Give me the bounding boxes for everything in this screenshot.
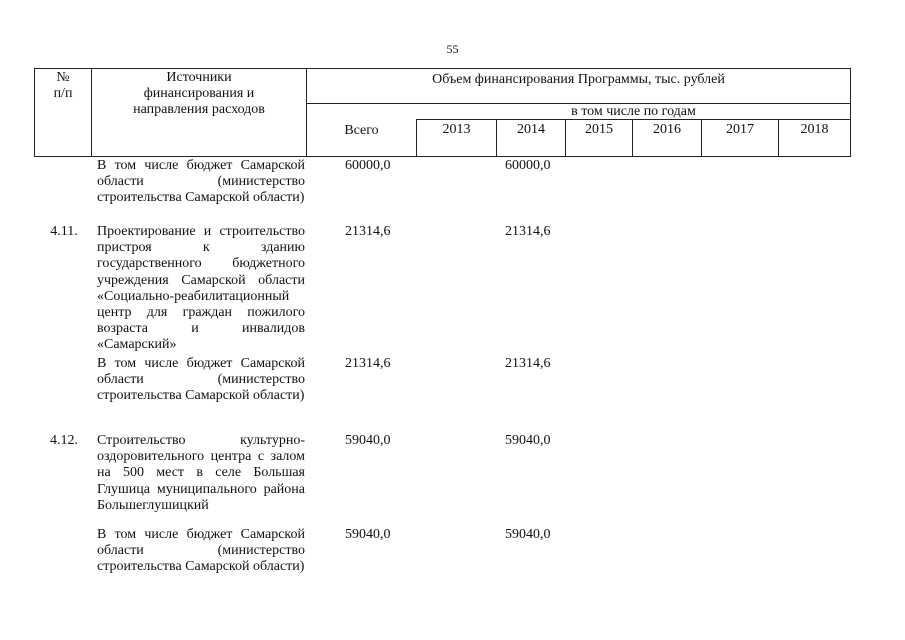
row-2014: 60000,0 (505, 158, 551, 173)
row-total: 21314,6 (345, 356, 391, 371)
header-total: Всего (344, 123, 379, 138)
header-by-years: в том числе по годам (571, 104, 696, 119)
header-year-2017: 2017 (726, 122, 754, 137)
row-2014: 59040,0 (505, 433, 551, 448)
row-2014: 59040,0 (505, 527, 551, 542)
header-year-2014: 2014 (517, 122, 545, 137)
row-total: 59040,0 (345, 527, 391, 542)
row-number: 4.12. (50, 433, 78, 448)
table-header (34, 68, 851, 157)
header-year-2015: 2015 (585, 122, 613, 137)
row-2014: 21314,6 (505, 224, 551, 239)
header-volume: Объем финансирования Программы, тыс. рублей (432, 72, 725, 87)
header-sources: Источники финансирования и направления расходов (133, 70, 265, 117)
row-description: В том числе бюджет Самарской области (министерство строительства Самарской области) (97, 527, 305, 575)
row-total: 60000,0 (345, 158, 391, 173)
row-total: 21314,6 (345, 224, 391, 239)
row-number: 4.11. (50, 224, 78, 239)
row-total: 59040,0 (345, 433, 391, 448)
header-year-2016: 2016 (653, 122, 681, 137)
row-description: Проектирование и строительство пристроя к зданию государственного бюджетного учреждения Самарской области «Социально-реабилитационный центр для граждан пожилого возраста и инвалидов «Самарский» (97, 224, 305, 353)
row-description: В том числе бюджет Самарской области (министерство строительства Самарской области) (97, 356, 305, 404)
row-description: В том числе бюджет Самарской области (министерство строительства Самарской области) (97, 158, 305, 206)
header-year-2013: 2013 (442, 122, 471, 137)
row-2014: 21314,6 (505, 356, 551, 371)
row-description: Строительство культурно-оздоровительного центра с залом на 500 мест в селе Большая Глушица муниципального района Большеглушицкий (97, 433, 305, 513)
header-year-2018: 2018 (800, 122, 829, 137)
page-number: 55 (446, 42, 459, 56)
header-num: № п/п (53, 70, 73, 101)
